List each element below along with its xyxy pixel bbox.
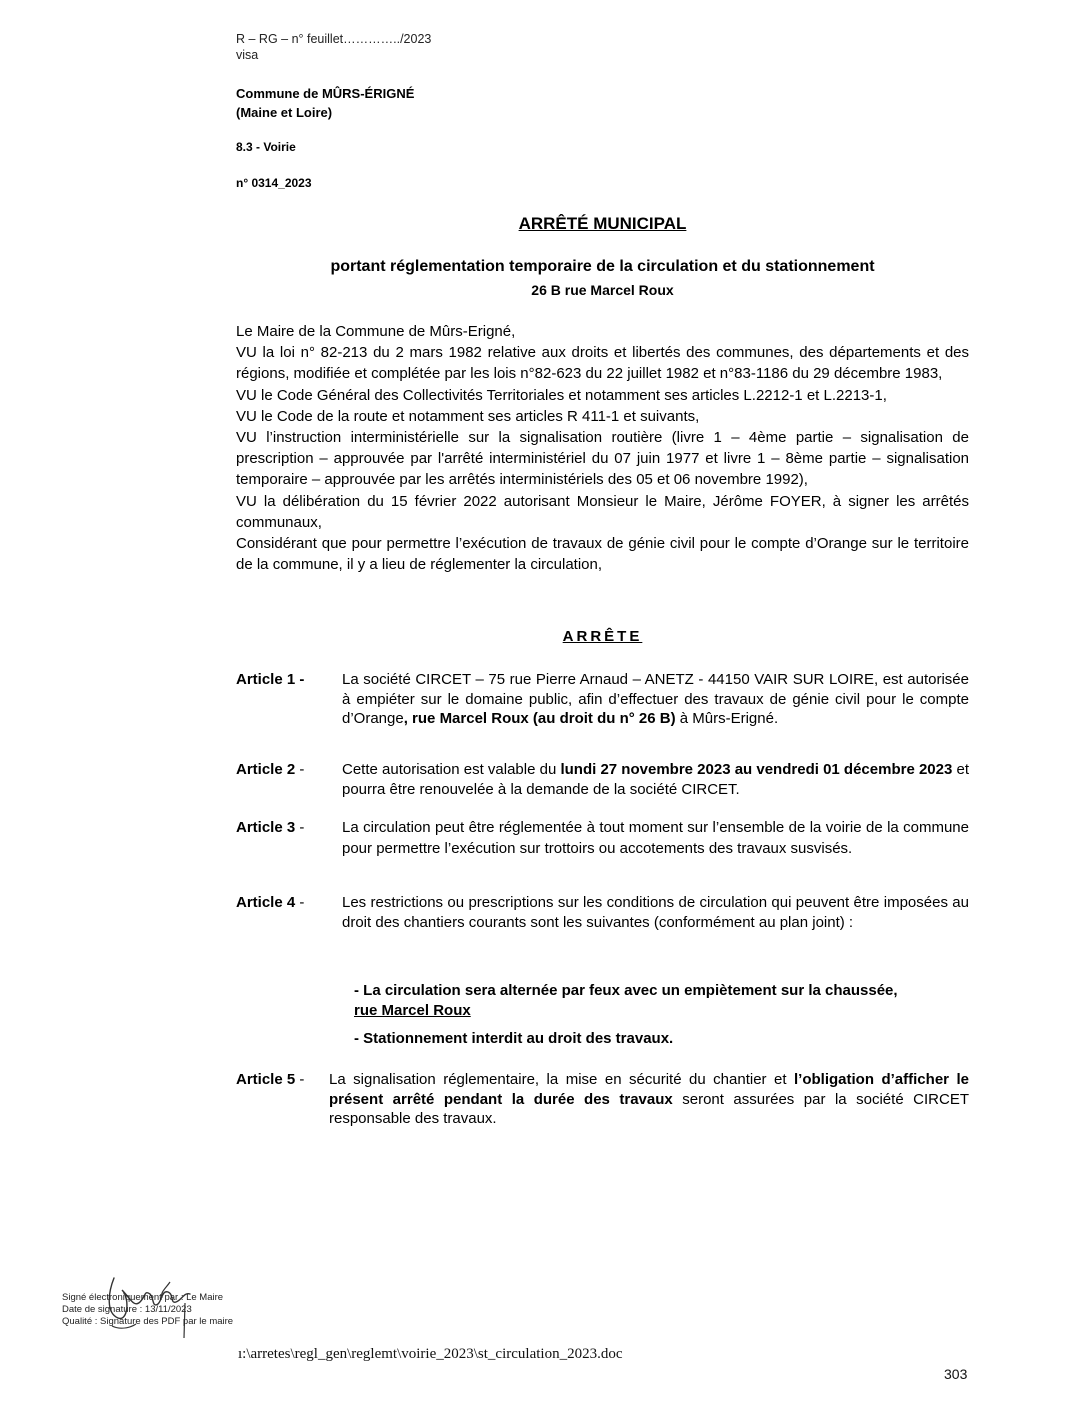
visa-label: visa — [236, 48, 259, 62]
article-text-part: seront assurées par la société CIRCET responsable des travaux. — [329, 1090, 969, 1127]
article-dash: - — [295, 671, 305, 688]
article-text — [329, 1070, 969, 1129]
article-dash: - — [295, 761, 305, 778]
preamble-line: VU la loi n° 82-213 du 2 mars 1982 relative aux droits et libertés des communes, des départements et des régions, modifiée et complétée par les lois n°82-623 du 22 juillet 1982 et n°83-1186 du 29 décembre 1983, — [236, 344, 969, 383]
article-text: Les restrictions ou prescriptions sur les conditions de circulation qui peuvent être imposées au droit des chantiers courants sont les suivantes (conformément au plan joint) : — [342, 894, 969, 931]
article-text-bold: lundi 27 novembre 2023 au vendredi 01 décembre 2023 — [560, 761, 953, 778]
article-text — [342, 670, 969, 729]
article-text-part: Cette autorisation est valable du — [342, 761, 561, 778]
document-subtitle: portant réglementation temporaire de la circulation et du stationnement — [330, 258, 875, 275]
article-text-bold: , rue Marcel Roux (au droit du n° 26 B) — [403, 710, 676, 727]
reference-block — [236, 31, 431, 63]
restriction-street: rue Marcel Roux — [354, 1001, 471, 1019]
commune-name: Commune de MÛRS-ÉRIGNÉ — [236, 86, 415, 101]
document-address: 26 B rue Marcel Roux — [531, 282, 674, 298]
file-path: ı:\arretes\regl_gen\reglemt\voirie_2023\st_circulation_2023.doc — [238, 1346, 623, 1362]
article-text-part: à Mûrs-Erigné. — [675, 710, 779, 727]
preamble-line: VU l’instruction interministérielle sur la signalisation routière (livre 1 – 4ème partie – signalisation de prescription – approuvée par l'arrêté interministériel du 07 juin 1977 et livre 1 – 8ème partie – signalisation temporaire – approuvée par les arrêtés interministériels des 05 et 06 novembre 1992), — [236, 429, 969, 489]
arrete-heading: ARRÊTE — [562, 628, 643, 645]
article-text-bold: l’obligation d’afficher le présent arrêté pendant la durée des travaux — [329, 1071, 969, 1108]
article-dash: - — [295, 1071, 305, 1088]
preamble-line: VU la délibération du 15 février 2022 autorisant Monsieur le Maire, Jérôme FOYER, à signer les arrêtés communaux, — [236, 492, 969, 531]
article-text-part: et pourra être renouvelée à la demande de la société CIRCET. — [342, 761, 970, 798]
article-dash: - — [295, 819, 305, 836]
commune-block — [236, 84, 414, 122]
article-text-part: La signalisation réglementaire, la mise en sécurité du chantier et — [329, 1071, 795, 1088]
article-text-part: La société CIRCET – 75 rue Pierre Arnaud – ANETZ - 44150 VAIR SUR LOIRE, est autorisée à empiéter sur le domaine public, afin d’effectuer des travaux de génie civil pour le compte d’Orange — [342, 671, 969, 727]
article-number: Article 4 — [236, 894, 296, 911]
feuillet-reference: R – RG – n° feuillet…………../2023 — [236, 32, 432, 46]
preamble-line: Le Maire de la Commune de Mûrs-Erigné, — [236, 323, 516, 340]
preamble — [236, 321, 969, 575]
restriction-item-1 — [354, 981, 969, 1020]
article-label — [236, 818, 304, 838]
preamble-line: Considérant que pour permettre l’exécution de travaux de génie civil pour le compte d’Orange sur le territoire de la commune, il y a lieu de réglementer la circulation, — [236, 535, 969, 574]
article-text — [342, 760, 969, 799]
article-number: Article 3 — [236, 819, 296, 836]
preamble-line: VU le Code de la route et notamment ses articles R 411-1 et suivants, — [236, 407, 700, 425]
section-label: 8.3 - Voirie — [236, 140, 296, 154]
signature-date: Date de signature : 13/11/2023 — [62, 1304, 192, 1315]
article-label — [236, 760, 304, 780]
electronic-signature-block — [62, 1292, 233, 1328]
preamble-line: VU le Code Général des Collectivités Territoriales et notamment ses articles L.2212-1 et L.2213-1, — [236, 386, 887, 404]
decree-number: n° 0314_2023 — [236, 176, 312, 190]
signature-signer: Signé électroniquement par : Le Maire — [62, 1292, 224, 1303]
article-label — [236, 1070, 304, 1090]
department-name: (Maine et Loire) — [236, 105, 333, 120]
article-dash: - — [295, 894, 305, 911]
article-number: Article 2 — [236, 761, 296, 778]
page-number: 303 — [944, 1366, 968, 1382]
article-label — [236, 670, 304, 690]
document-title: ARRÊTÉ MUNICIPAL — [518, 214, 687, 233]
article-text: La circulation peut être réglementée à tout moment sur l’ensemble de la voirie de la commune pour permettre l’exécution sur trottoirs ou accotements des travaux susvisés. — [342, 819, 969, 857]
article-label — [236, 893, 304, 913]
article-number: Article 1 — [236, 671, 296, 688]
article-number: Article 5 — [236, 1071, 296, 1088]
restriction-item-2: - Stationnement interdit au droit des travaux. — [354, 1030, 674, 1047]
signature-quality: Qualité : Signature des PDF par le maire — [62, 1316, 234, 1327]
restriction-text: - La circulation sera alternée par feux avec un empiètement sur la chaussée, — [354, 982, 898, 999]
